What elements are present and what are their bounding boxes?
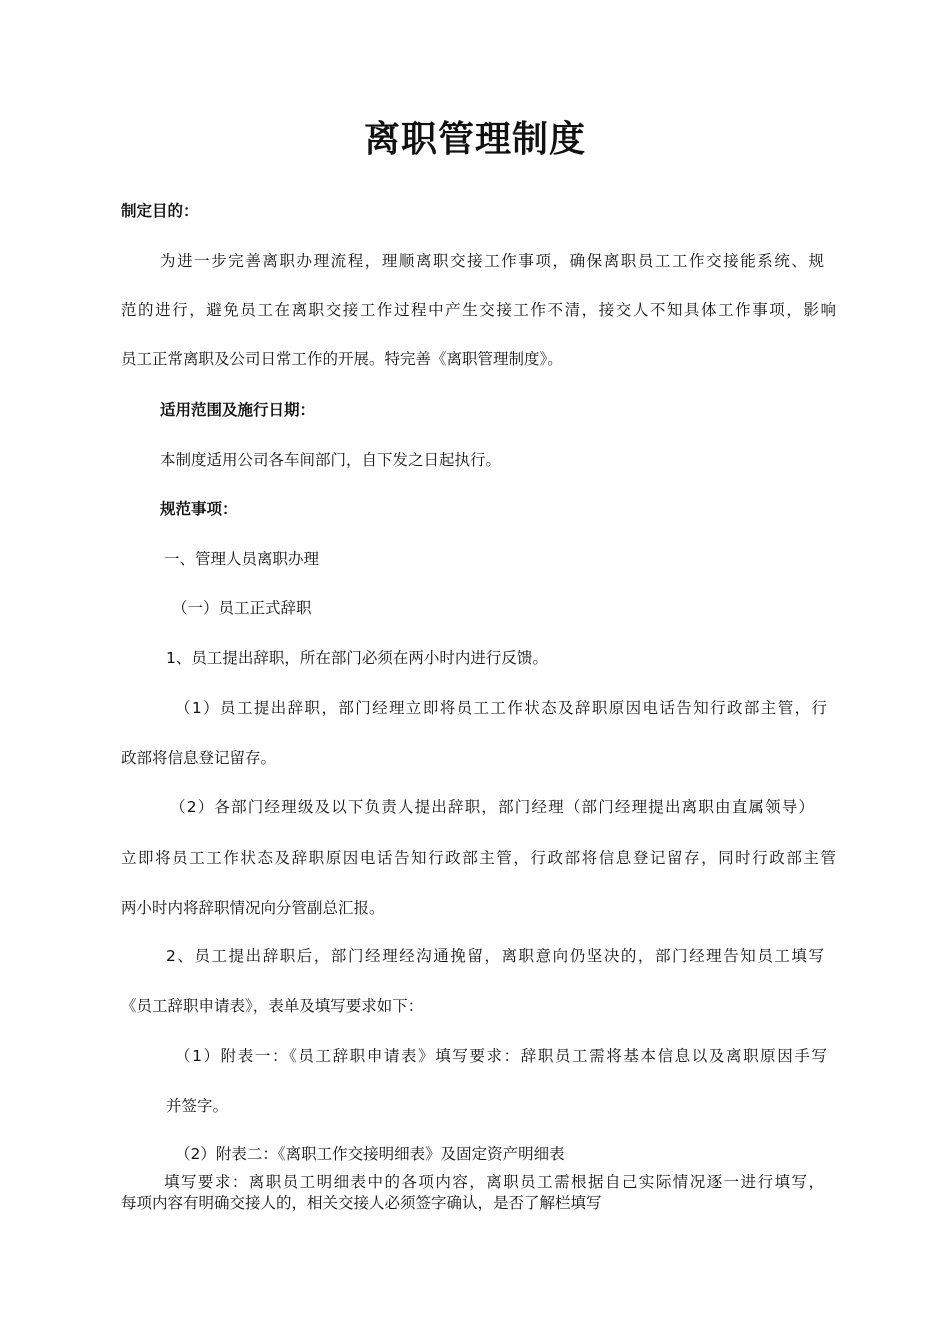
item-2-line-1: 2、员工提出辞职后，部门经理经沟通挽留，离职意向仍坚决的，部门经理告知员工填写 (166, 947, 824, 965)
purpose-heading: 制定目的： (121, 202, 199, 220)
item-1-2-line-1: （2）各部门经理级及以下负责人提出辞职，部门经理（部门经理提出离职由直属领导） (170, 798, 814, 816)
purpose-paragraph-line-1: 为进一步完善离职办理流程，理顺离职交接工作事项，确保离职员工工作交接能系统、规 (160, 252, 824, 270)
item-2-1-line-2: 并签字。 (166, 1097, 229, 1115)
item-2-2: （2）附表二：《离职工作交接明细表》及固定资产明细表 (175, 1145, 565, 1163)
item-1: 1、员工提出辞职，所在部门必须在两小时内进行反馈。 (166, 649, 548, 667)
scope-heading: 适用范围及施行日期： (160, 401, 316, 419)
item-1-1-line-1: （1）员工提出辞职，部门经理立即将员工工作状态及辞职原因电话告知行政部主管，行 (175, 699, 827, 717)
purpose-paragraph-line-2: 范的进行，避免员工在离职交接工作过程中产生交接工作不清，接交人不知具体工作事项，影响 (121, 301, 836, 319)
item-2-line-2: 《员工辞职申请表》，表单及填写要求如下： (121, 997, 424, 1015)
scope-text: 本制度适用公司各车间部门，自下发之日起执行。 (160, 451, 502, 469)
document-title: 离职管理制度 (363, 119, 586, 160)
fill-requirements-line-2: 每项内容有明确交接人的，相关交接人必须签字确认，是否了解栏填写 (121, 1194, 602, 1212)
fill-requirements-line-1: 填写要求：离职员工明细表中的各项内容，离职员工需根据自己实际情况逐一进行填写， (164, 1173, 824, 1191)
purpose-paragraph-line-3: 员工正常离职及公司日常工作的开展。特完善《离职管理制度》。 (121, 350, 563, 368)
section-1-heading: 一、管理人员离职办理 (164, 550, 320, 568)
subsection-1-heading: （一）员工正式辞职 (172, 599, 312, 617)
rules-heading: 规范事项： (160, 500, 238, 518)
item-1-2-line-3: 两小时内将辞职情况向分管副总汇报。 (121, 899, 385, 917)
item-1-1-line-2: 政部将信息登记留存。 (121, 749, 277, 767)
item-1-2-line-2: 立即将员工工作状态及辞职原因电话告知行政部主管，行政部将信息登记留存，同时行政部主管 (121, 849, 836, 867)
item-2-1-line-1: （1）附表一：《员工辞职申请表》填写要求：辞职员工需将基本信息以及离职原因手写 (175, 1047, 827, 1065)
